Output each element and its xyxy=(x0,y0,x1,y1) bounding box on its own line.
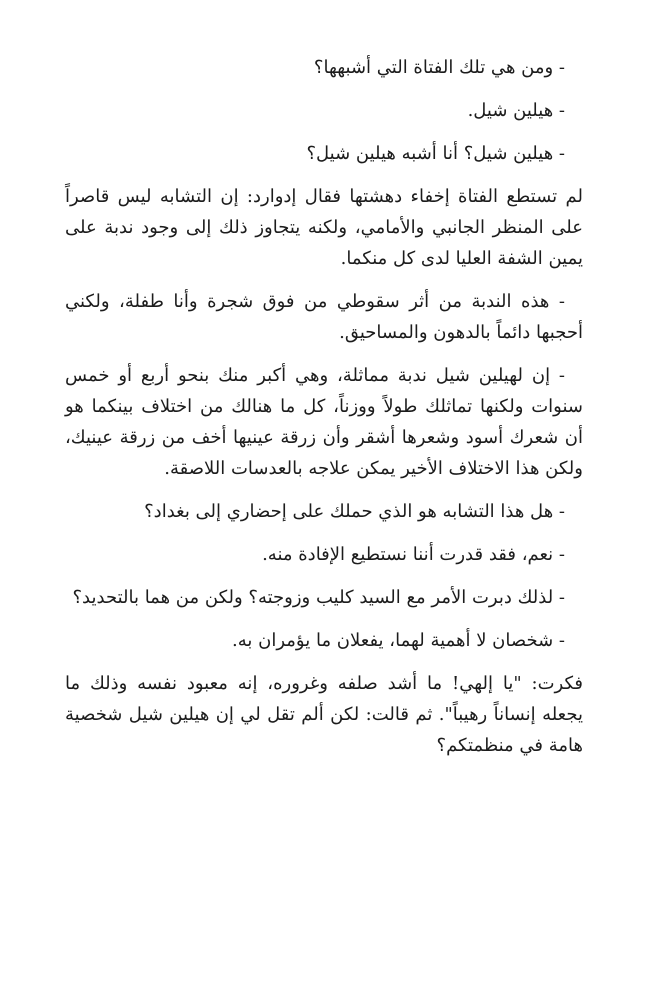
paragraph-3: - هيلين شيل؟ أنا أشبه هيلين شيل؟ xyxy=(306,143,565,164)
paragraph-4: لم تستطع الفتاة إخفاء دهشتها فقال إدوارد: إن التشابه ليس قاصراً على المنظر الجانبي والأمامي، ولكنه يتجاوز ذلك إلى وجود ندبة على يمين الشفة العليا لدى كل منكما. xyxy=(65,186,583,269)
paragraph-11: فكرت: "يا إلهي! ما أشد صلفه وغروره، إنه معبود نفسه وذلك ما يجعله إنساناً رهيباً". ثم قالت: لكن ألم تقل لي إن هيلين شيل شخصية هامة في منظمتكم؟ xyxy=(65,673,583,756)
paragraph-2: - هيلين شيل. xyxy=(467,100,565,121)
paragraph-1: - ومن هي تلك الفتاة التي أشبهها؟ xyxy=(313,57,565,78)
paragraph-10: - شخصان لا أهمية لهما، يفعلان ما يؤمران به. xyxy=(232,630,565,651)
paragraph-9: - لذلك دبرت الأمر مع السيد كليب وزوجته؟ ولكن من هما بالتحديد؟ xyxy=(72,587,565,608)
paragraph-6: - إن لهيلين شيل ندبة مماثلة، وهي أكبر منك بنحو أربع أو خمس سنوات ولكنها تماثلك طولاً ووزناً، كل ما هنالك من اختلاف بينكما هو أن شعرك أسود وشعرها أشقر وأن زرقة عينيها أخف من زرقة عينيك، ولكن هذا الاختلاف الأخير يمكن علاجه بالعدسات اللاصقة. xyxy=(65,365,583,479)
book-page xyxy=(65,52,583,773)
paragraph-8: - نعم، فقد قدرت أننا نستطيع الإفادة منه. xyxy=(262,544,565,565)
paragraph-5: - هذه الندبة من أثر سقوطي من فوق شجرة وأنا طفلة، ولكني أحجبها دائماً بالدهون والمساحيق. xyxy=(65,291,583,343)
paragraph-7: - هل هذا التشابه هو الذي حملك على إحضاري إلى بغداد؟ xyxy=(144,501,565,522)
